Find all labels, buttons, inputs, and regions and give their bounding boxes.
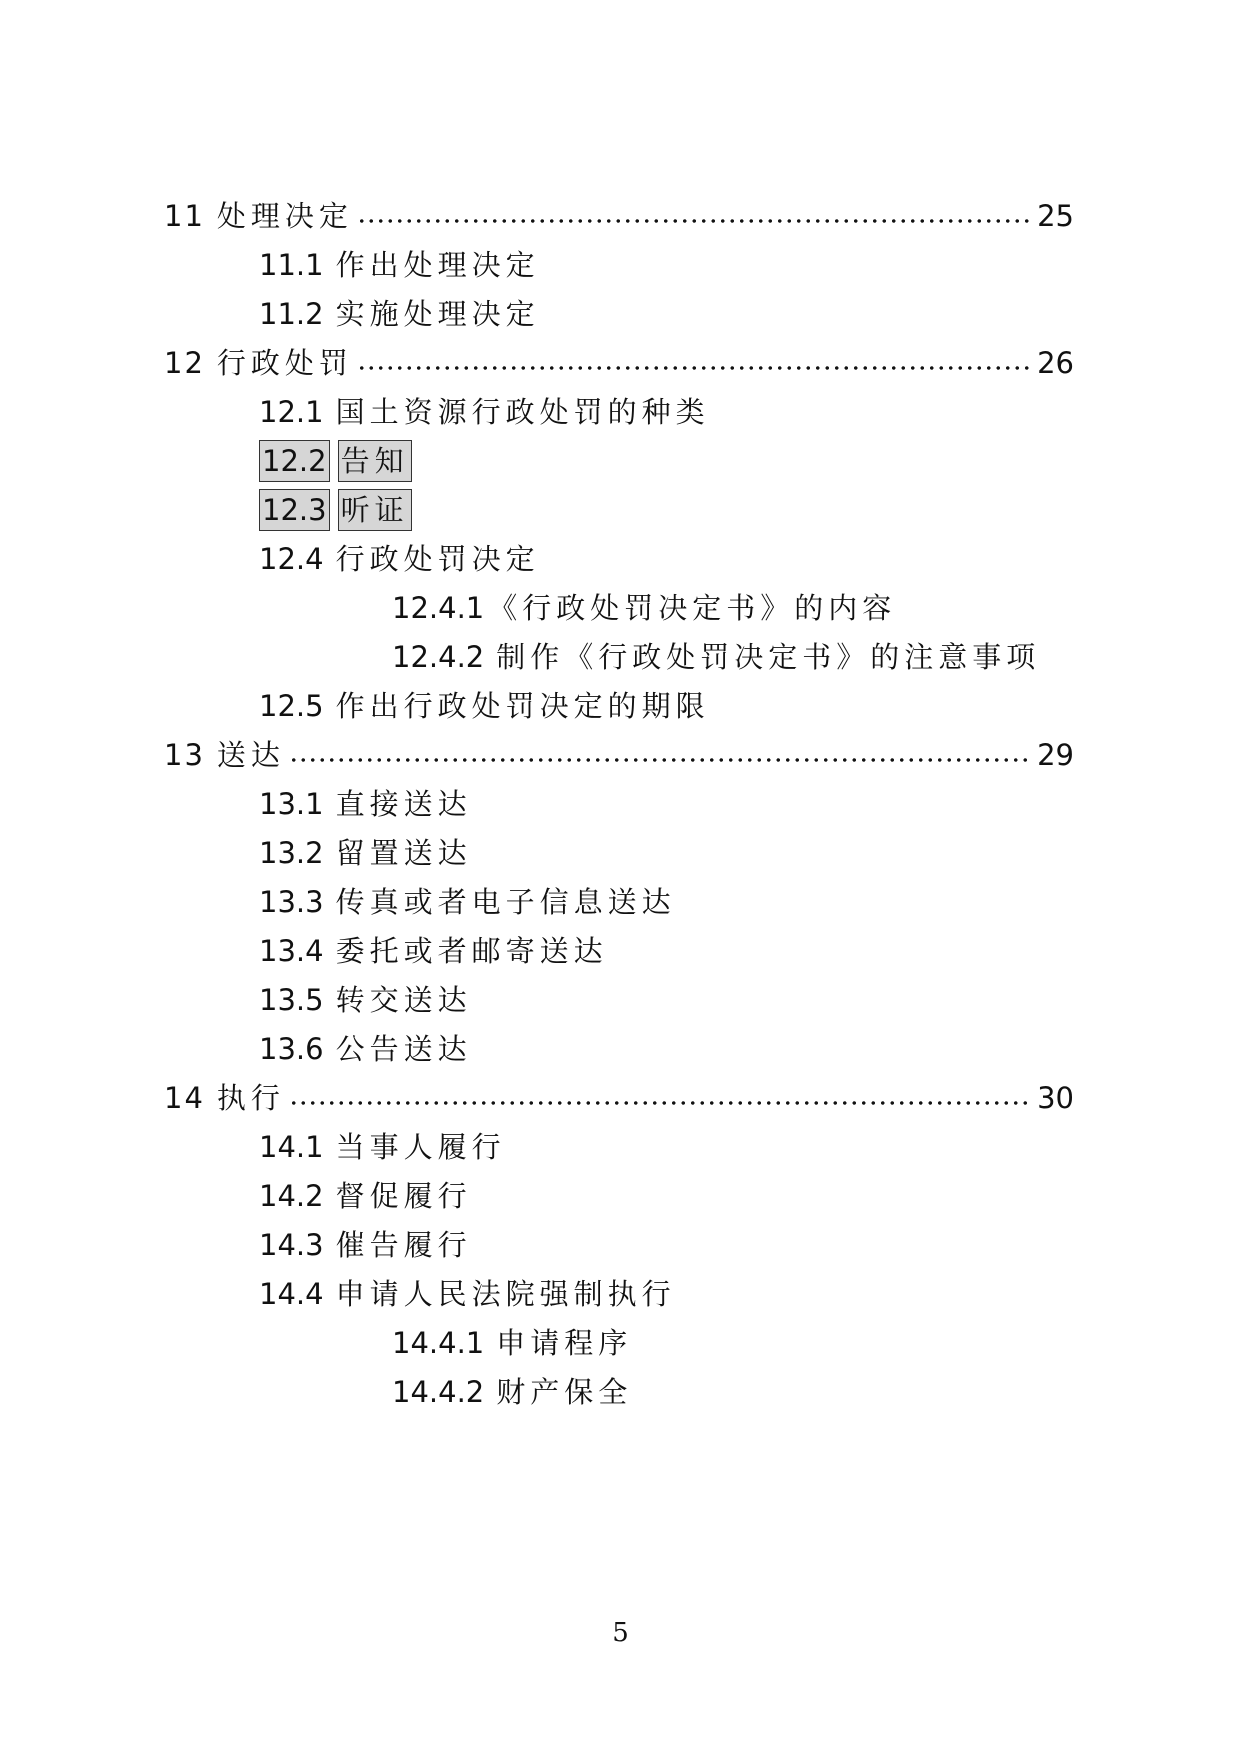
toc-page-number: 26 [1037,346,1074,380]
toc-leader-dots [357,366,1033,370]
toc-entry-14-4-2[interactable]: 14.4.2 财产保全 [392,1375,633,1409]
toc-entry-13-4[interactable]: 13.4 委托或者邮寄送达 [259,934,608,968]
toc-leader-dots [289,758,1033,762]
toc-entry-13[interactable] [164,733,1074,777]
toc-entry-14-3[interactable]: 14.3 催告履行 [259,1228,472,1262]
toc-leader-dots [289,1101,1033,1105]
toc-entry-11[interactable] [164,194,1074,238]
toc-entry-13-6[interactable]: 13.6 公告送达 [259,1032,472,1066]
toc-entry-11-1[interactable]: 11.1 作出处理决定 [259,248,540,282]
toc-entry-13-5[interactable]: 13.5 转交送达 [259,983,472,1017]
toc-entry-title: 12 行政处罚 [164,346,353,380]
toc-entry-12-3[interactable] [259,488,412,532]
toc-entry-13-3[interactable]: 13.3 传真或者电子信息送达 [259,885,676,919]
toc-entry-13-2[interactable]: 13.2 留置送达 [259,836,472,870]
toc-entry-11-2[interactable]: 11.2 实施处理决定 [259,297,540,331]
highlighted-label: 听证 [338,489,412,531]
highlighted-number: 12.2 [259,440,330,482]
toc-entry-title: 11 处理决定 [164,199,353,233]
toc-entry-14-1[interactable]: 14.1 当事人履行 [259,1130,506,1164]
toc-entry-14-4[interactable]: 14.4 申请人民法院强制执行 [259,1277,676,1311]
toc-page-number: 29 [1037,738,1074,772]
toc-entry-12-4-1[interactable]: 12.4.1 《行政处罚决定书》的内容 [392,591,897,625]
toc-entry-12-1[interactable]: 12.1 国土资源行政处罚的种类 [259,395,710,429]
toc-entry-13-1[interactable]: 13.1 直接送达 [259,787,472,821]
page-number: 5 [612,1618,629,1648]
toc-entry-12-5[interactable]: 12.5 作出行政处罚决定的期限 [259,689,710,723]
toc-entry-14[interactable] [164,1076,1074,1120]
highlighted-number: 12.3 [259,489,330,531]
toc-entry-12-4-2[interactable]: 12.4.2 制作《行政处罚决定书》的注意事项 [392,640,1041,674]
toc-entry-14-4-1[interactable]: 14.4.1 申请程序 [392,1326,633,1360]
toc-entry-title: 14 执行 [164,1081,285,1115]
toc-leader-dots [357,219,1033,223]
toc-entry-12-2[interactable] [259,439,412,483]
toc-page-number: 30 [1037,1081,1074,1115]
toc-page-number: 25 [1037,199,1074,233]
highlighted-label: 告知 [338,440,412,482]
toc-entry-title: 13 送达 [164,738,285,772]
toc-entry-12[interactable] [164,341,1074,385]
toc-entry-12-4[interactable]: 12.4 行政处罚决定 [259,542,540,576]
toc-entry-14-2[interactable]: 14.2 督促履行 [259,1179,472,1213]
